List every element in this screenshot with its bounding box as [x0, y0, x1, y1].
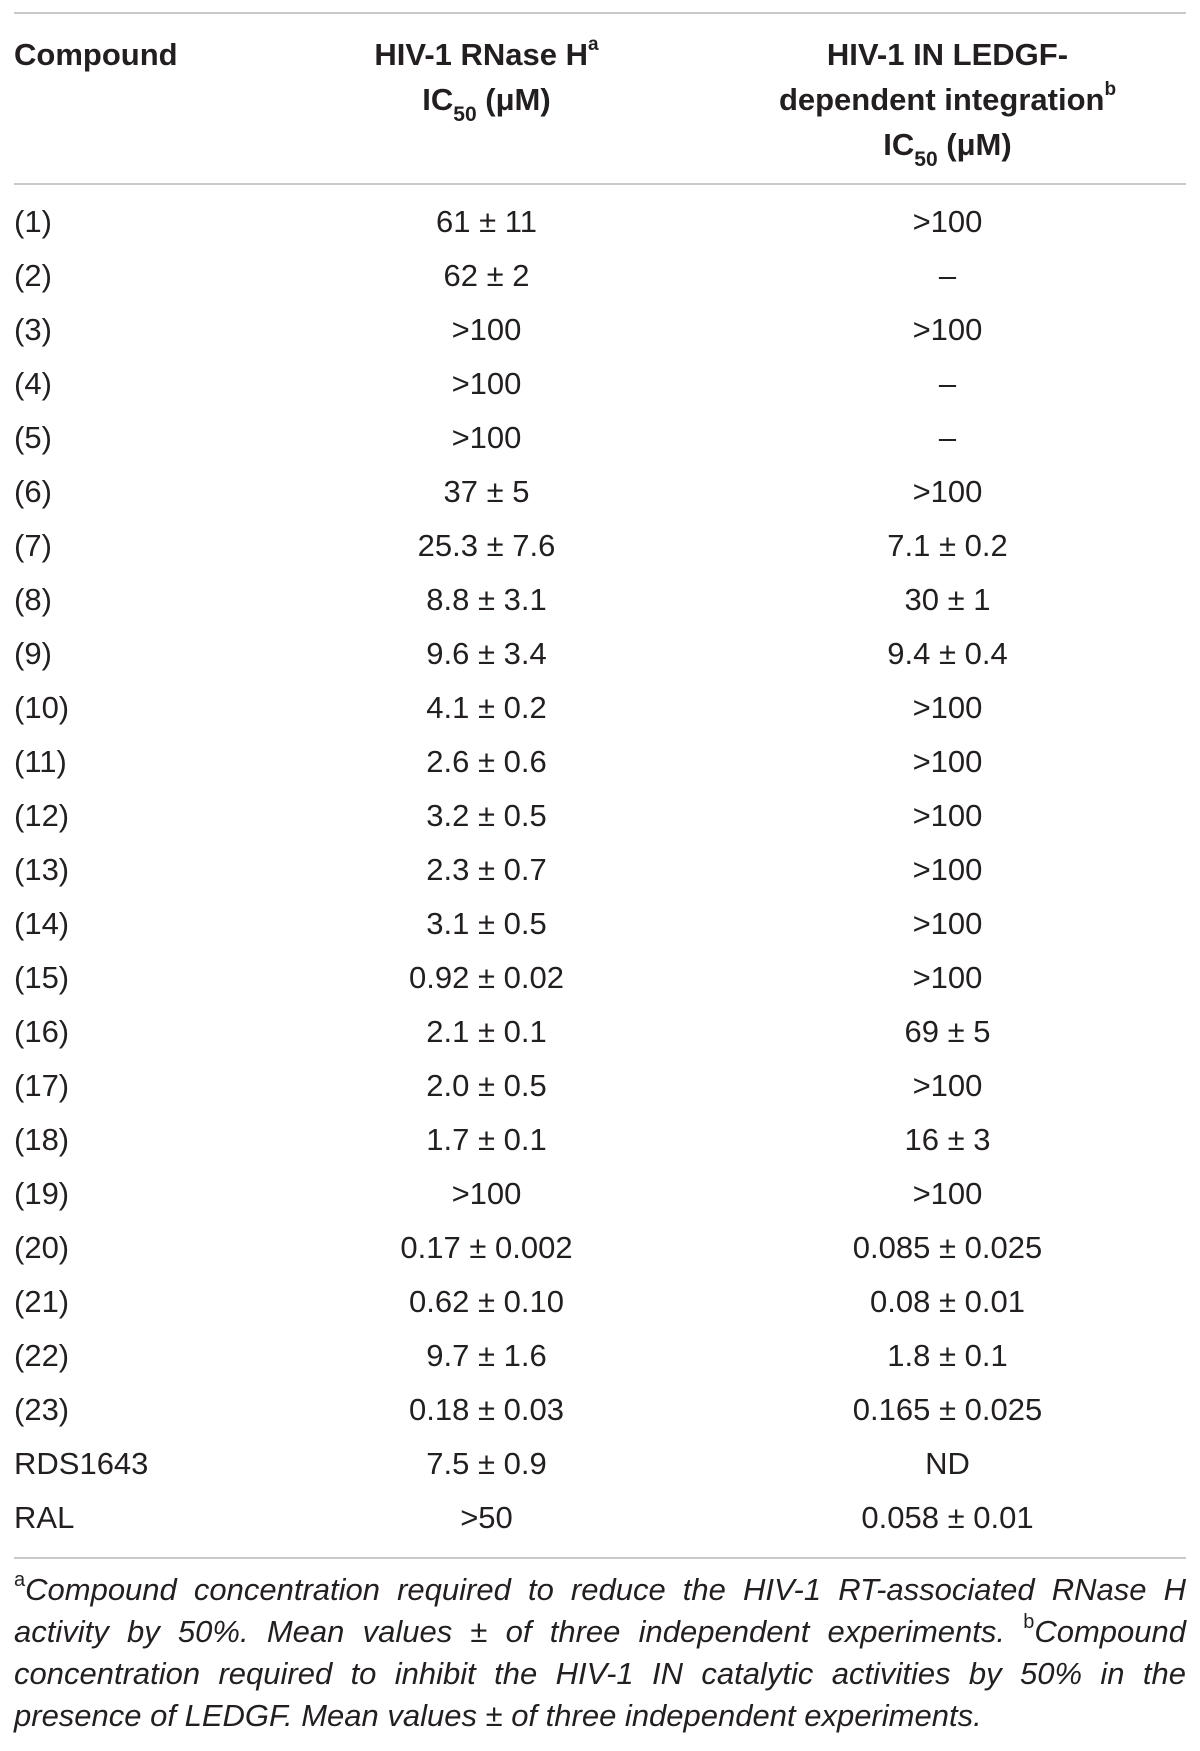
table-footnote — [14, 1569, 1186, 1737]
table-row — [14, 1491, 1186, 1545]
cell-compound: (1) — [14, 204, 52, 239]
cell-rnase-ic50: 25.3 ± 7.6 — [417, 528, 556, 563]
table-row — [14, 357, 1186, 411]
header-compound-label: Compound — [14, 37, 178, 72]
table-row — [14, 789, 1186, 843]
header-rnase-sub: 50 — [453, 103, 477, 127]
cell-rnase-ic50: >100 — [451, 366, 522, 401]
table-row — [14, 1059, 1186, 1113]
table-row — [14, 897, 1186, 951]
cell-rnase-ic50: 0.18 ± 0.03 — [409, 1392, 564, 1427]
cell-integration-ic50: 69 ± 5 — [904, 1014, 991, 1049]
table-row — [14, 1005, 1186, 1059]
footnote-mark-a: a — [588, 33, 599, 55]
cell-integration-ic50: >100 — [912, 798, 983, 833]
footnote-a-mark: a — [14, 1568, 26, 1591]
table-row — [14, 465, 1186, 519]
cell-compound: (6) — [14, 474, 52, 509]
table-row — [14, 195, 1186, 249]
header-compound — [14, 14, 264, 183]
cell-rnase-ic50: 1.7 ± 0.1 — [426, 1122, 547, 1157]
header-rnase-line1 — [264, 32, 709, 77]
cell-compound: (3) — [14, 312, 52, 347]
cell-integration-ic50: 0.08 ± 0.01 — [870, 1284, 1025, 1319]
cell-integration-ic50: 0.085 ± 0.025 — [852, 1230, 1043, 1265]
cell-rnase-ic50: 2.6 ± 0.6 — [426, 744, 547, 779]
cell-rnase-ic50: 2.0 ± 0.5 — [426, 1068, 547, 1103]
cell-rnase-ic50: 3.1 ± 0.5 — [426, 906, 547, 941]
cell-rnase-ic50: >100 — [451, 312, 522, 347]
table-row — [14, 519, 1186, 573]
cell-rnase-ic50: 62 ± 2 — [443, 258, 530, 293]
cell-rnase-ic50: >100 — [451, 420, 522, 455]
cell-rnase-ic50: 0.17 ± 0.002 — [400, 1230, 573, 1265]
cell-compound: (13) — [14, 852, 70, 887]
cell-rnase-ic50: 37 ± 5 — [443, 474, 530, 509]
header-in-title: dependent integration — [778, 82, 1105, 117]
cell-compound: (8) — [14, 582, 52, 617]
cell-rnase-ic50: 2.1 ± 0.1 — [426, 1014, 547, 1049]
cell-rnase-ic50: 7.5 ± 0.9 — [426, 1446, 547, 1481]
cell-rnase-ic50: 3.2 ± 0.5 — [426, 798, 547, 833]
cell-integration-ic50: – — [938, 420, 957, 455]
cell-rnase-ic50: 9.6 ± 3.4 — [426, 636, 547, 671]
cell-integration-ic50: >100 — [912, 1176, 983, 1211]
cell-compound: (20) — [14, 1230, 70, 1265]
table-row — [14, 735, 1186, 789]
cell-compound: (12) — [14, 798, 70, 833]
cell-integration-ic50: >100 — [912, 960, 983, 995]
header-in-line3 — [709, 122, 1186, 172]
table-row — [14, 249, 1186, 303]
cell-rnase-ic50: 9.7 ± 1.6 — [426, 1338, 547, 1373]
table-row — [14, 843, 1186, 897]
cell-compound: (11) — [14, 744, 67, 779]
cell-compound: (2) — [14, 258, 52, 293]
cell-compound: RAL — [14, 1500, 75, 1535]
table-row — [14, 1275, 1186, 1329]
cell-rnase-ic50: >50 — [460, 1500, 513, 1535]
ic50-table — [14, 14, 1186, 183]
header-rnase-h — [264, 14, 709, 183]
cell-integration-ic50: 1.8 ± 0.1 — [887, 1338, 1008, 1373]
cell-compound: (18) — [14, 1122, 70, 1157]
cell-compound: RDS1643 — [14, 1446, 149, 1481]
cell-integration-ic50: 30 ± 1 — [904, 582, 991, 617]
cell-rnase-ic50: 0.62 ± 0.10 — [409, 1284, 564, 1319]
table-row — [14, 303, 1186, 357]
footnote-a-text: Compound concentration required to reduce the HIV-1 RT-associated RNase H activity by 50%. Mean values ± of three independent experiments. — [14, 1572, 1186, 1649]
cell-integration-ic50: 0.165 ± 0.025 — [852, 1392, 1043, 1427]
cell-integration-ic50: >100 — [912, 690, 983, 725]
cell-compound: (14) — [14, 906, 70, 941]
table-row — [14, 951, 1186, 1005]
bottom-rule — [14, 1557, 1186, 1559]
cell-integration-ic50: >100 — [912, 474, 983, 509]
table-row — [14, 1329, 1186, 1383]
cell-compound: (7) — [14, 528, 52, 563]
cell-compound: (23) — [14, 1392, 70, 1427]
header-in-sub: 50 — [914, 148, 938, 172]
cell-integration-ic50: ND — [925, 1446, 970, 1481]
table-row — [14, 1437, 1186, 1491]
header-in-line1: HIV-1 IN LEDGF- — [826, 37, 1069, 72]
cell-compound: (5) — [14, 420, 52, 455]
cell-integration-ic50: 0.058 ± 0.01 — [861, 1500, 1034, 1535]
table-row — [14, 1221, 1186, 1275]
table-body — [14, 195, 1186, 1545]
cell-rnase-ic50: 2.3 ± 0.7 — [426, 852, 547, 887]
table-row — [14, 1167, 1186, 1221]
header-in-ic: IC — [883, 127, 915, 162]
table-row — [14, 573, 1186, 627]
table-row — [14, 627, 1186, 681]
ic50-table-body — [14, 195, 1186, 1545]
cell-integration-ic50: >100 — [912, 312, 983, 347]
cell-integration-ic50: 7.1 ± 0.2 — [887, 528, 1008, 563]
cell-rnase-ic50: 8.8 ± 3.1 — [426, 582, 547, 617]
header-rnase-line2 — [264, 77, 709, 127]
cell-integration-ic50: – — [938, 258, 957, 293]
cell-compound: (9) — [14, 636, 52, 671]
footnote-b-text: Compound concentration required to inhibit the HIV-1 IN catalytic activities by 50% in the presence of LEDGF. Mean values ± of three independent experiments. — [14, 1614, 1186, 1733]
cell-rnase-ic50: 61 ± 11 — [436, 204, 537, 239]
cell-integration-ic50: 9.4 ± 0.4 — [887, 636, 1008, 671]
cell-compound: (22) — [14, 1338, 70, 1373]
cell-integration-ic50: >100 — [912, 852, 983, 887]
header-in-integration — [709, 14, 1186, 183]
cell-integration-ic50: >100 — [912, 1068, 983, 1103]
table-row — [14, 681, 1186, 735]
cell-integration-ic50: – — [938, 366, 957, 401]
table-row — [14, 1383, 1186, 1437]
table-header — [14, 14, 1186, 183]
table-row — [14, 1113, 1186, 1167]
cell-compound: (21) — [14, 1284, 70, 1319]
cell-compound: (19) — [14, 1176, 70, 1211]
cell-compound: (16) — [14, 1014, 70, 1049]
header-row — [14, 14, 1186, 183]
cell-compound: (15) — [14, 960, 70, 995]
footnote-mark-b: b — [1104, 78, 1117, 100]
cell-integration-ic50: 16 ± 3 — [904, 1122, 991, 1157]
cell-integration-ic50: >100 — [912, 744, 983, 779]
cell-compound: (17) — [14, 1068, 70, 1103]
header-in-unit: (μM) — [937, 127, 1012, 162]
footnote-b-mark: b — [1023, 1610, 1035, 1633]
header-in-line2 — [709, 77, 1186, 122]
cell-compound: (10) — [14, 690, 70, 725]
cell-rnase-ic50: 0.92 ± 0.02 — [409, 960, 564, 995]
cell-integration-ic50: >100 — [912, 204, 983, 239]
cell-rnase-ic50: >100 — [451, 1176, 522, 1211]
cell-integration-ic50: >100 — [912, 906, 983, 941]
header-rnase-ic: IC — [422, 82, 454, 117]
cell-compound: (4) — [14, 366, 52, 401]
header-rnase-unit: (μM) — [476, 82, 551, 117]
data-table-container — [14, 12, 1186, 1737]
cell-rnase-ic50: 4.1 ± 0.2 — [426, 690, 547, 725]
header-rnase-title: HIV-1 RNase H — [374, 37, 589, 72]
table-row — [14, 411, 1186, 465]
